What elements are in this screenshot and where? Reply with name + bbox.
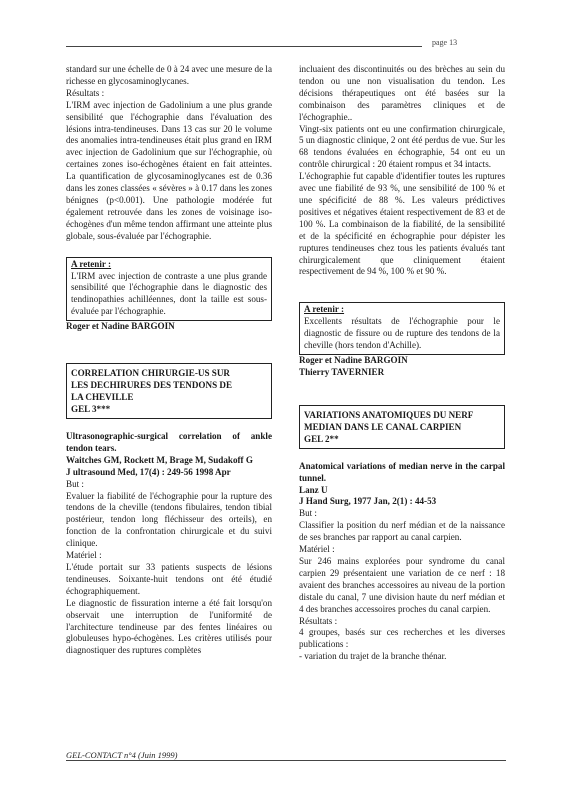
article-title: Ultrasonographic-surgical correlation of ankle tendon tears.: [66, 431, 272, 453]
retenir-title: A retenir :: [304, 304, 345, 315]
section-heading-line: LES DECHIRURES DES TENDONS DE: [71, 380, 233, 391]
section-heading-line: CORRELATION CHIRURGIE-US SUR: [71, 368, 230, 379]
paragraph: Classifier la position du nerf médian et de la naissance de ses branches par rapport au canal carpien.: [299, 520, 505, 543]
authors: Roger et Nadine BARGOIN: [66, 321, 175, 332]
retenir-box: [66, 257, 272, 322]
paragraph: incluaient des discontinuités ou des brèches au sein du tendon ou une non visualisation du tendon. Les décisions thérapeutiques ont été basées sur la combinaison des paramètres cliniques et de l'échographie..: [299, 64, 505, 122]
section-heading-line: GEL 3***: [71, 404, 111, 415]
section-heading-line: MEDIAN DANS LE CANAL CARPIEN: [304, 421, 462, 432]
paragraph: Le diagnostic de fissuration interne a été fait lorsqu'on observait une interruption de l'uniformité de l'architecture tendineuse par des fentes linéaires ou globuleuses hypo-échogènes. Les critères utilisés pour diagnostiquer des ruptures complètes: [66, 597, 272, 656]
section-heading-line: VARIATIONS ANATOMIQUES DU NERF: [304, 409, 474, 420]
material-label: Matériel :: [299, 544, 335, 555]
retenir-box: [299, 302, 505, 355]
section-heading: [66, 363, 272, 419]
paragraph: Vingt-six patients ont eu une confirmation chirurgicale, 5 un diagnostic clinique, 2 ont été perdus de vue. Sur les 68 tendons évaluées en échographie, 54 ont eu un contrôle chirurgical : 20 étaient rompus et 34 intacts.: [299, 123, 505, 170]
paragraph: standard sur une échelle de 0 à 24 avec une mesure de la richesse en glycosaminoglycanes.: [66, 64, 272, 86]
footer-rule: [66, 760, 506, 761]
section-heading-line: GEL 2**: [304, 433, 339, 444]
right-column: [299, 64, 505, 663]
section-heading: [299, 405, 505, 449]
article-reference: J ultrasound Med, 17(4) : 249-56 1998 Apr: [66, 466, 231, 477]
material-label: Matériel :: [66, 550, 102, 561]
paragraph: Evaluer la fiabilité de l'échographie pour la rupture des tendons de la cheville (tendons fibulaires, tendon tibial postérieur, tendon long fléchisseur des orteils), en fonction de la confrontation chirurgicale et du suivi clinique.: [66, 490, 272, 549]
paragraph: 4 groupes, basés sur ces recherches et les diverses publications :: [299, 627, 505, 650]
paragraph: L'étude portait sur 33 patients suspects de lésions tendineuses. Soixante-huit tendons ont été étudié échographiquement.: [66, 562, 272, 596]
page-number: page 13: [432, 38, 458, 47]
footer-text: GEL-CONTACT n°4 (Juin 1999): [66, 750, 181, 760]
results-label: Résultats :: [299, 615, 338, 626]
authors: Roger et Nadine BARGOIN: [299, 354, 408, 365]
paragraph: - variation du trajet de la branche thénar.: [299, 651, 447, 662]
aim-label: But :: [66, 478, 84, 489]
results-label: Résultats :: [66, 87, 105, 98]
retenir-text: L'IRM avec injection de contraste a une plus grande sensibilité que l'échographie dans le diagnostic des tendinopathies achilléennes, dont la taille est sous-évaluée par l'échographie.: [71, 270, 267, 317]
article-title: Anatomical variations of median nerve in the carpal tunnel.: [299, 460, 505, 483]
authors: Thierry TAVERNIER: [299, 366, 385, 377]
paragraph: L'IRM avec injection de Gadolinium a une plus grande sensibilité que l'échographie dans l'évaluation des lésions intra-tendineuses. Dans 13 cas sur 20 le volume des anomalies intra-tendineuses était plus grand en IRM avec injection de Gadolinium que sur l'échographie, où certaines zones iso-échogènes étaient en fait atteintes. La quantification de glycosaminoglycanes est de 0.36 dans les zones classées « sévères » à 0.17 dans les zones bénignes (p<0.001). Une pathologie modérée fut également retrouvée dans les zones de voisinage iso-échogènes d'un même tendon affirmant une atteinte plus globale, sous-évaluée par l'échographie.: [66, 99, 272, 241]
paragraph: L'échographie fut capable d'identifier toutes les ruptures avec une fiabilité de 93 %, une sensibilité de 100 % et une spécificité de 88 %. Les valeurs prédictives positives et négatives étaient respectivement de 83 et de 100 %. La combinaison de la fiabilité, de la sensibilité et de la spécificité en échographie pour dépister les ruptures tendineuses chez tous les patients évalués tant chirurgicalement que cliniquement étaient respectivement de 94 %, 100 % et 90 %.: [299, 171, 505, 277]
retenir-title: A retenir :: [71, 258, 112, 269]
article-authors: Waitches GM, Rockett M, Brage M, Sudakoff G: [66, 454, 253, 465]
left-column: [66, 64, 272, 657]
paragraph: Sur 246 mains explorées pour syndrome du canal carpien 29 présentaient une variation de ce nerf : 18 avaient des branches accessoires au niveau de la portion distale du canal, 7 une division haute du nerf médian et 4 des branches accessoires proches du canal carpien.: [299, 556, 505, 614]
retenir-text: Excellents résultats de l'échographie pour le diagnostic de fissure ou de rupture des tendons de la cheville (hors tendon d'Achille).: [304, 316, 500, 351]
article-authors: Lanz U: [299, 484, 328, 495]
section-heading-line: LA CHEVILLE: [71, 392, 134, 403]
header-rule: [66, 46, 422, 47]
aim-label: But :: [299, 508, 317, 519]
article-reference: J Hand Surg, 1977 Jan, 2(1) : 44-53: [299, 496, 437, 507]
